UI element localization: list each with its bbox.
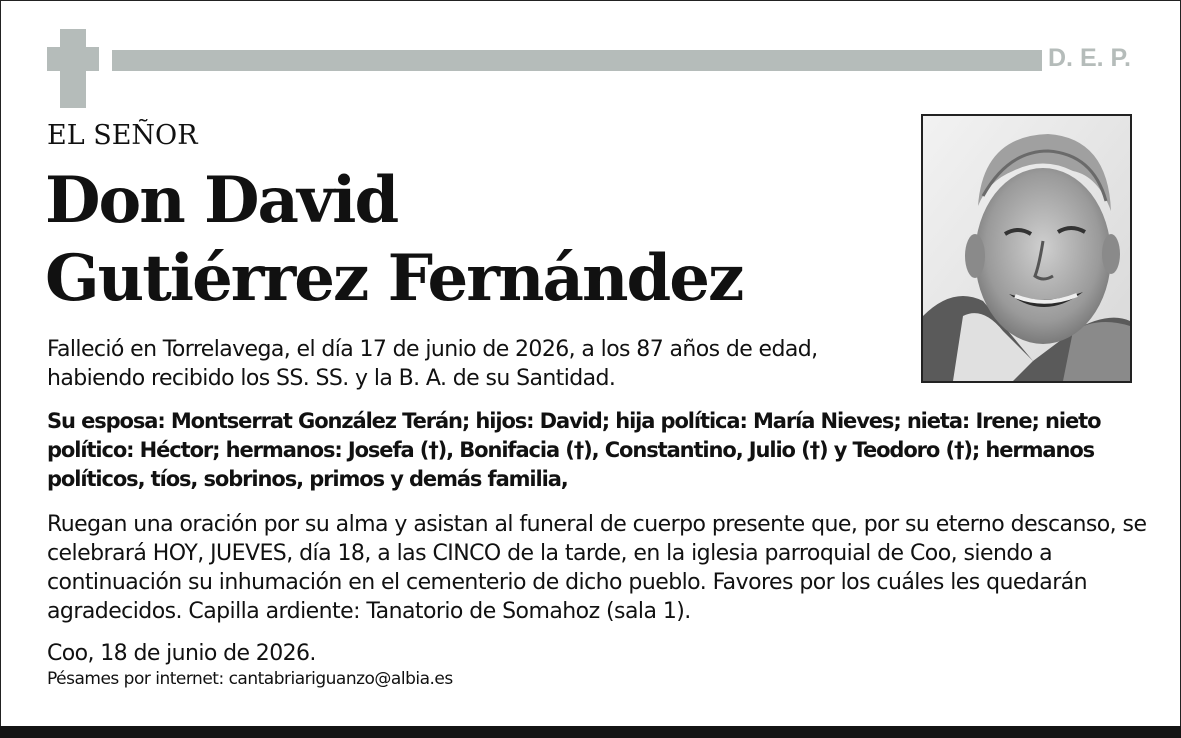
place-date: Coo, 18 de junio de 2026. <box>47 641 316 666</box>
deceased-name <box>45 162 905 318</box>
portrait-photo <box>921 114 1132 383</box>
honorific-prefix: EL SEÑOR <box>47 120 198 151</box>
name-line-2: Gutiérrez Fernández <box>45 241 743 316</box>
bottom-bar <box>0 726 1181 738</box>
dep-label: D. E. P. <box>1048 44 1131 72</box>
funeral-paragraph: Ruegan una oración por su alma y asistan al funeral de cuerpo presente que, por su eterno descanso, se celebrará HOY, JUEVES, día 18, a las CINCO de la tarde, en la iglesia parroquial de Coo, siendo a continuación su inhumación en el cementerio de dicho pueblo. Favores por los cuáles les quedarán agradecidos. Capilla ardiente: Tanatorio de Somahoz (sala 1). <box>47 512 1147 624</box>
death-paragraph: Falleció en Torrelavega, el día 17 de junio de 2026, a los 87 años de edad, habiendo recibido los SS. SS. y la B. A. de su Santidad. <box>47 337 818 391</box>
condolences-line: Pésames por internet: cantabriariguanzo@albia.es <box>47 669 453 689</box>
name-line-1: Don David <box>45 163 398 238</box>
family-paragraph: Su esposa: Montserrat González Terán; hijos: David; hija política: María Nieves; nieta: Irene; nieto político: Héctor; hermanos: Josefa (†), Bonifacia (†), Constantino, Julio (†) y Teodoro (†); hermanos políticos, tíos, sobrinos, primos y demás familia, <box>47 409 1101 491</box>
header-rule <box>112 50 1042 71</box>
